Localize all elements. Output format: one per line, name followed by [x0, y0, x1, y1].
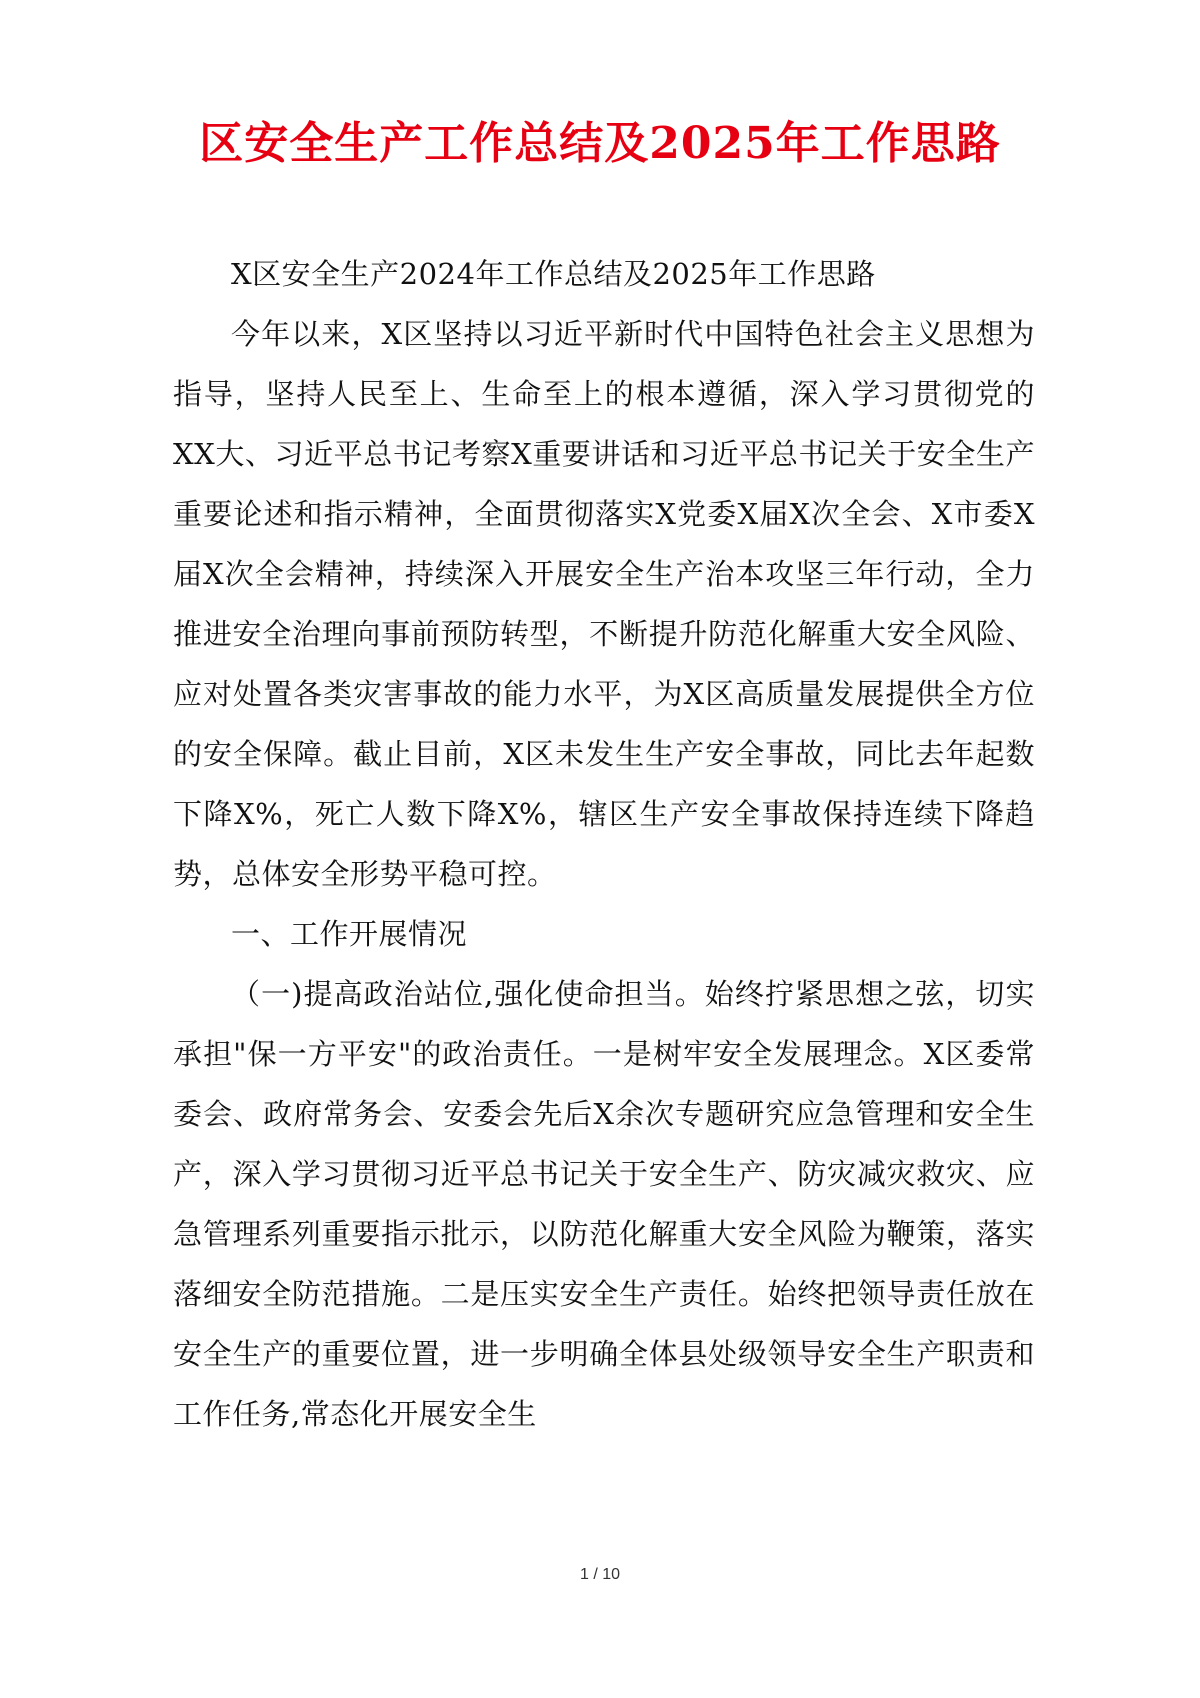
subtitle-paragraph: X区安全生产2024年工作总结及2025年工作思路 — [231, 257, 876, 291]
document-title: 区安全生产工作总结及2025年工作思路 — [199, 118, 1001, 169]
intro-paragraph: 今年以来，X区坚持以习近平新时代中国特色社会主义思想为指导，坚持人民至上、生命至上的根本遵循，深入学习贯彻党的XX大、习近平总书记考察X重要讲话和习近平总书记关于安全生产重要论述和指示精神，全面贯彻落实X党委X届X次全会、X市委X届X次全会精神，持续深入开展安全生产治本攻坚三年行动，全力推进安全治理向事前预防转型，不断提升防范化解重大安全风险、应对处置各类灾害事故的能力水平，为X区高质量发展提供全方位的安全保障。截止目前，X区未发生生产安全事故，同比去年起数下降X%，死亡人数下降X%，辖区生产安全事故保持连续下降趋势，总体安全形势平稳可控。 — [173, 317, 1035, 891]
section-paragraph: （一)提高政治站位,强化使命担当。始终拧紧思想之弦，切实承担"保一方平安"的政治责任。一是树牢安全发展理念。X区委常委会、政府常务会、安委会先后X余次专题研究应急管理和安全生产，深入学习贯彻习近平总书记关于安全生产、防灾减灾救灾、应急管理系列重要指示批示，以防范化解重大安全风险为鞭策，落实落细安全防范措施。二是压实安全生产责任。始终把领导责任放在安全生产的重要位置，进一步明确全体县处级领导安全生产职责和工作任务,常态化开展安全生 — [173, 977, 1035, 1431]
section-heading: 一、工作开展情况 — [231, 917, 468, 951]
document-body — [173, 244, 1035, 1444]
page-number: 1 / 10 — [579, 1566, 621, 1583]
